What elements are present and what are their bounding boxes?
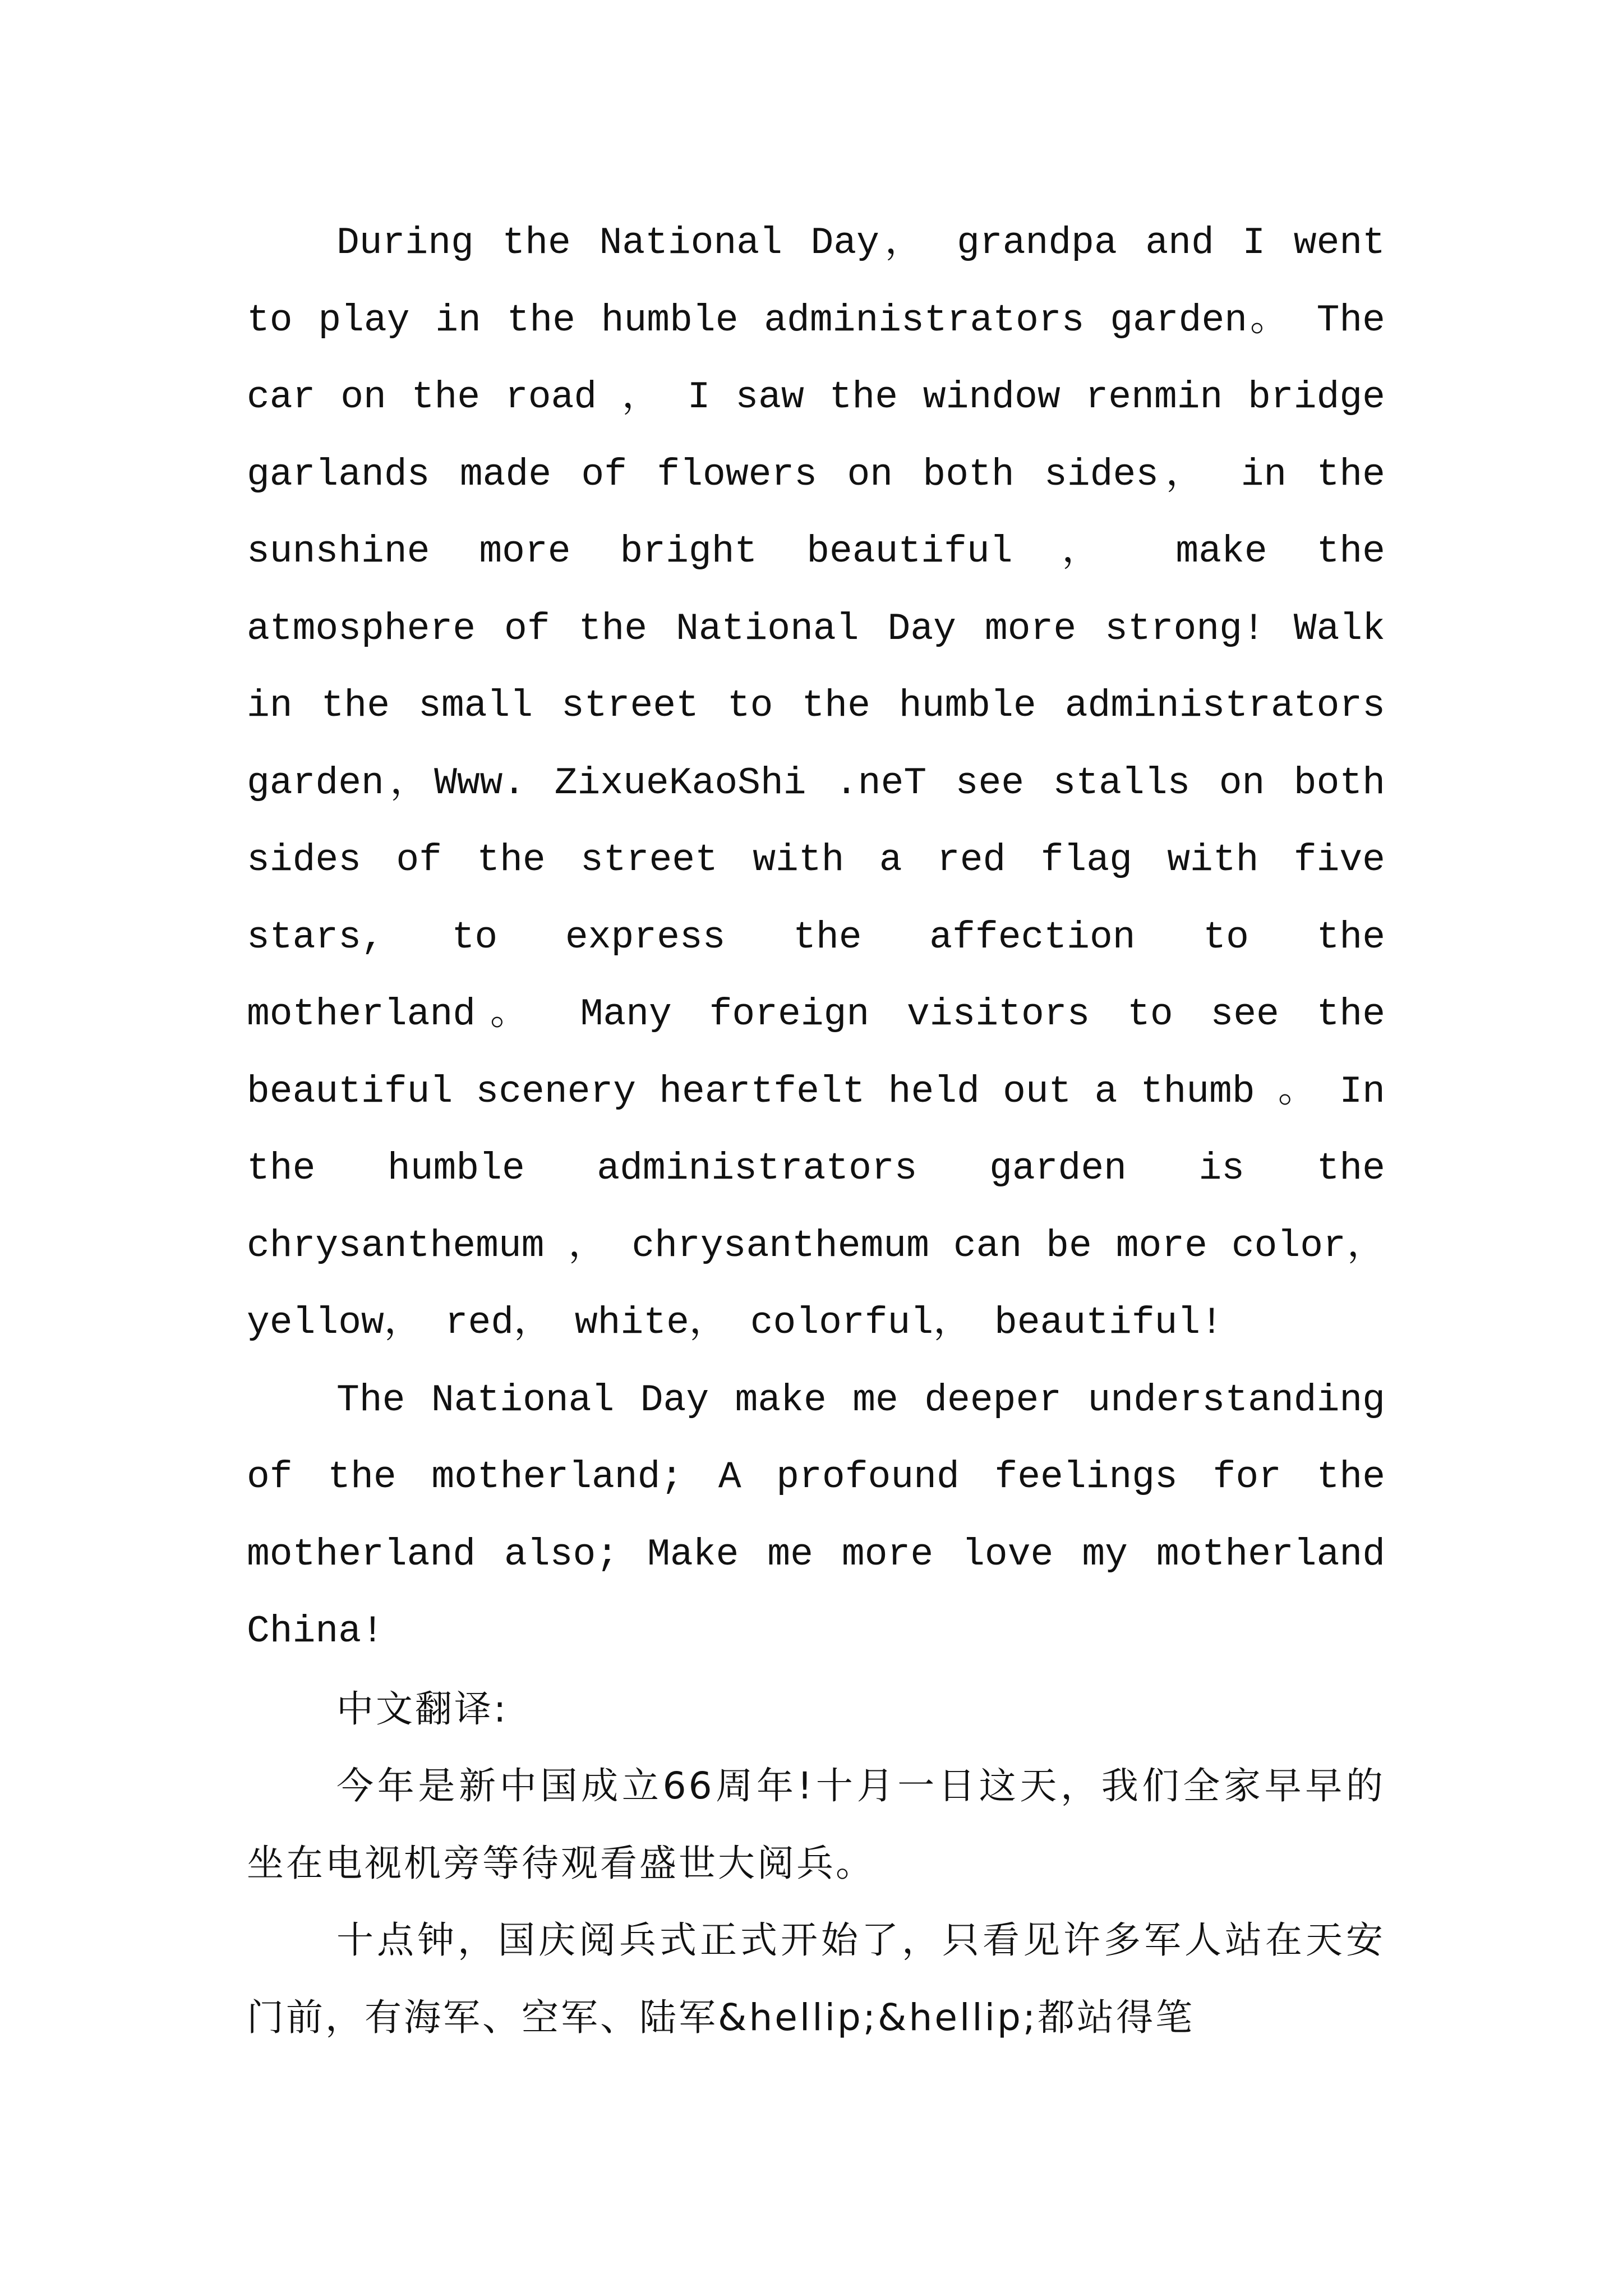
document-body xyxy=(247,205,1385,2056)
paragraph-anniversary: 今年是新中国成立66周年!十月一日这天，我们全家早早的坐在电视机旁等待观看盛世大阅兵。 xyxy=(247,1764,1385,1885)
paragraph-parade: 十点钟，国庆阅兵式正式开始了，只看见许多军人站在天安门前，有海军、空军、陆军&hellip;&hellip;都站得笔 xyxy=(247,1918,1385,2039)
paragraph-translation-heading: 中文翻译: xyxy=(336,1687,509,1731)
paragraph-national-day-trip: During the National Day， grandpa and I went to play in the humble administrators garden。 The car on the road ， I saw the window renmin bridge garlands made of flowers on both sides， in the sunshine more bright beautiful ， make the atmosphere of the National Day more strong! Walk in the small street to the humble administrators garden，Www. ZixueKaoShi .neT see stalls on both sides of the street with a red flag with five stars, to express the affection to the motherland。 Many foreign visitors to see the beautiful scenery heartfelt held out a thumb 。 In the humble administrators garden is the chrysanthemum ， chrysanthemum can be more color， yellow， red， white， colorful， beautiful! xyxy=(247,222,1385,1345)
paragraph-motherland-love: The National Day make me deeper understanding of the motherland; A profound feelings for the motherland also; Make me more love my motherland China! xyxy=(247,1378,1385,1653)
